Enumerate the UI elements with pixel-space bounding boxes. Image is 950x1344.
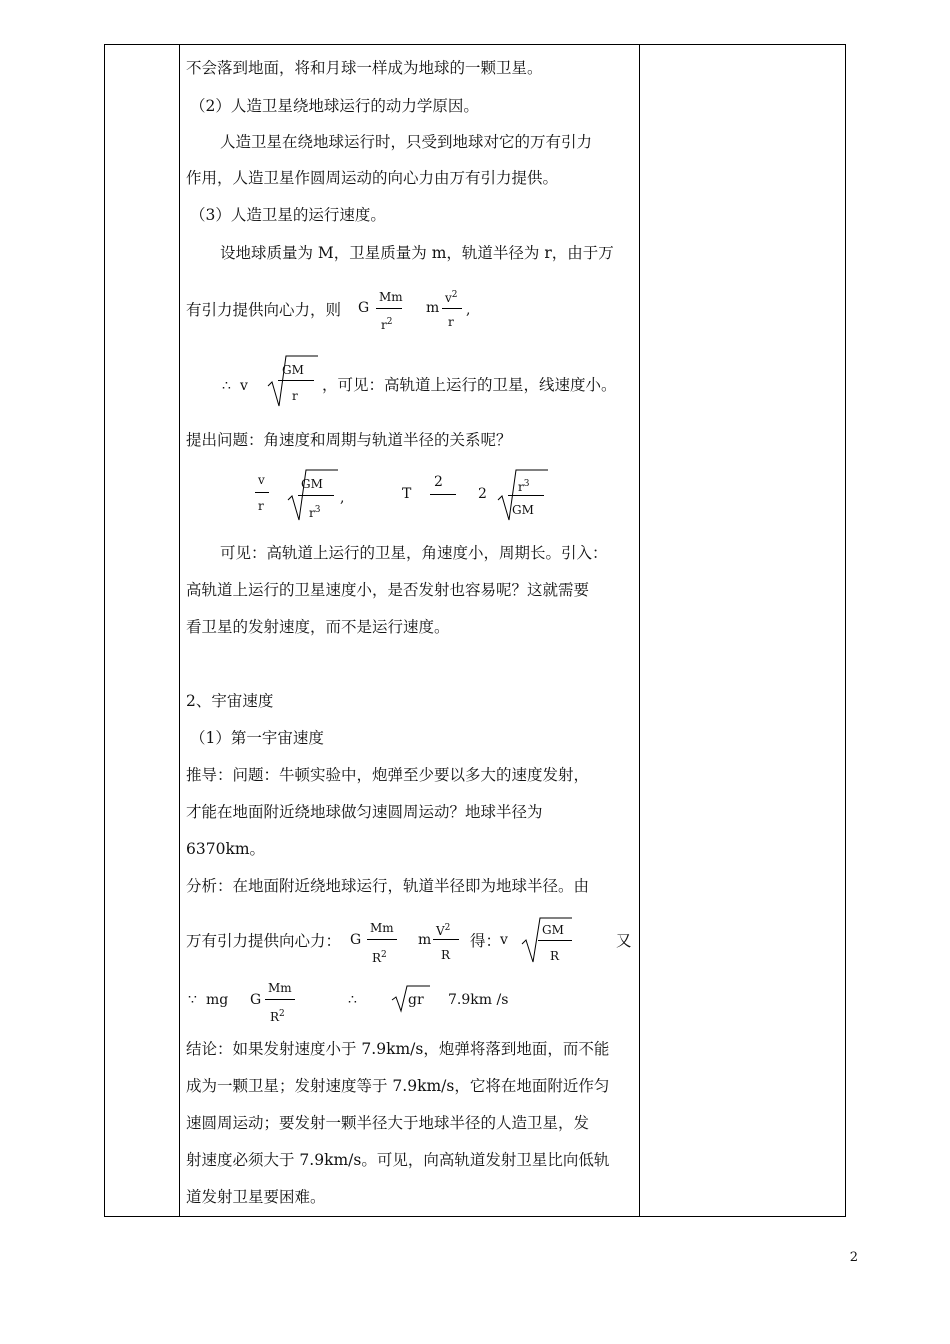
text-line: 有引力提供向心力，则	[186, 301, 342, 319]
math-numerator: Mm	[370, 921, 394, 935]
text-line: 速圆周运动；要发射一颗半径大于地球半径的人造卫星，发	[186, 1114, 590, 1132]
math-symbol: ,	[340, 490, 345, 506]
math-symbol: mg	[206, 992, 229, 1008]
text-line: 成为一颗卫星；发射速度等于 7.9km/s，它将在地面附近作匀	[186, 1077, 610, 1095]
math-symbol: G	[358, 300, 370, 316]
math-numerator: GM	[282, 363, 304, 377]
text-line: 6370km。	[186, 840, 266, 858]
fraction-bar	[278, 380, 314, 381]
text-line: 分析：在地面附近绕地球运行，轨道半径即为地球半径。由	[186, 877, 590, 895]
math-numerator: $v^2$	[445, 290, 458, 305]
math-symbol: v	[240, 378, 248, 394]
math-denominator: r	[448, 315, 454, 329]
section-heading: 2、宇宙速度	[186, 692, 274, 710]
math-symbol: ∴	[222, 378, 231, 394]
fraction-bar	[376, 308, 402, 309]
text-line: 作用，人造卫星作圆周运动的向心力由万有引力提供。	[186, 169, 559, 187]
fraction-bar	[538, 940, 572, 941]
text-line: （1）第一宇宙速度	[190, 729, 324, 747]
math-numerator: v	[258, 473, 265, 487]
math-denominator: GM	[512, 503, 534, 517]
text-line: 可见：高轨道上运行的卫星，角速度小，周期长。引入：	[220, 544, 608, 562]
math-numerator: $r^3$	[518, 479, 530, 494]
text-line: 高轨道上运行的卫星速度小，是否发射也容易呢？这就需要	[186, 581, 590, 599]
math-symbol: ∵	[188, 992, 197, 1008]
math-symbol: m	[418, 932, 432, 948]
fraction-bar	[298, 495, 334, 496]
text-line: 看卫星的发射速度，而不是运行速度。	[186, 618, 450, 636]
text-line: 提出问题：角速度和周期与轨道半径的关系呢？	[186, 431, 512, 449]
math-symbol: v	[500, 932, 508, 948]
math-symbol: T	[402, 486, 412, 502]
page-number: 2	[849, 1250, 858, 1265]
text-line: 结论：如果发射速度小于 7.9km/s，炮弹将落到地面，而不能	[186, 1040, 610, 1058]
math-numerator: 2	[434, 474, 443, 490]
text-line: 万有引力提供向心力：	[186, 932, 342, 950]
text-line: 射速度必须大于 7.9km/s。可见，向高轨道发射卫星比向低轨	[186, 1151, 610, 1169]
math-result: 7.9km /s	[448, 992, 509, 1008]
text-line: 设地球质量为 M，卫星质量为 m，轨道半径为 r，由于万	[220, 244, 614, 262]
math-denominator: R	[441, 948, 451, 962]
text-line: 不会落到地面，将和月球一样成为地球的一颗卫星。	[186, 59, 543, 77]
math-denominator: $R^2$	[372, 950, 387, 965]
math-denominator: r	[258, 499, 264, 513]
fraction-bar	[433, 939, 459, 940]
column-divider-left	[179, 45, 180, 1216]
math-symbol: G	[250, 992, 262, 1008]
text-line: 人造卫星在绕地球运行时，只受到地球对它的万有引力	[220, 133, 593, 151]
math-symbol: G	[350, 932, 362, 948]
math-symbol: ,	[466, 302, 471, 318]
text-line: （2）人造卫星绕地球运行的动力学原因。	[190, 97, 479, 115]
fraction-bar	[430, 494, 456, 495]
fraction-bar	[367, 939, 397, 940]
text-line: 才能在地面附近绕地球做匀速圆周运动？地球半径为	[186, 803, 543, 821]
text-line: 又	[616, 932, 632, 950]
math-symbol: m	[426, 300, 440, 316]
math-denominator: $r^2$	[381, 317, 393, 332]
text-line: （3）人造卫星的运行速度。	[190, 206, 386, 224]
math-numerator: GM	[542, 923, 564, 937]
math-denominator: $R^2$	[270, 1009, 285, 1024]
text-line: 得：	[470, 932, 502, 950]
text-line: ，可见：高轨道上运行的卫星，线速度小。	[322, 376, 617, 394]
fraction-bar	[265, 999, 295, 1000]
text-line: 推导：问题：牛顿实验中，炮弹至少要以多大的速度发射，	[186, 766, 590, 784]
math-symbol: ∴	[348, 992, 357, 1008]
math-symbol: 2	[478, 486, 487, 502]
fraction-bar	[508, 495, 544, 496]
text-line: 道发射卫星要困难。	[186, 1188, 326, 1206]
math-numerator: Mm	[268, 981, 292, 995]
math-symbol: gr	[408, 992, 424, 1008]
math-denominator: r	[292, 389, 298, 403]
math-numerator: $V^2$	[436, 923, 451, 938]
fraction-bar	[442, 308, 462, 309]
math-numerator: GM	[301, 477, 323, 491]
math-denominator: R	[550, 949, 560, 963]
fraction-bar	[255, 492, 269, 493]
column-divider-right	[639, 45, 640, 1216]
math-denominator: $r^3$	[309, 505, 321, 520]
math-numerator: Mm	[379, 290, 403, 304]
